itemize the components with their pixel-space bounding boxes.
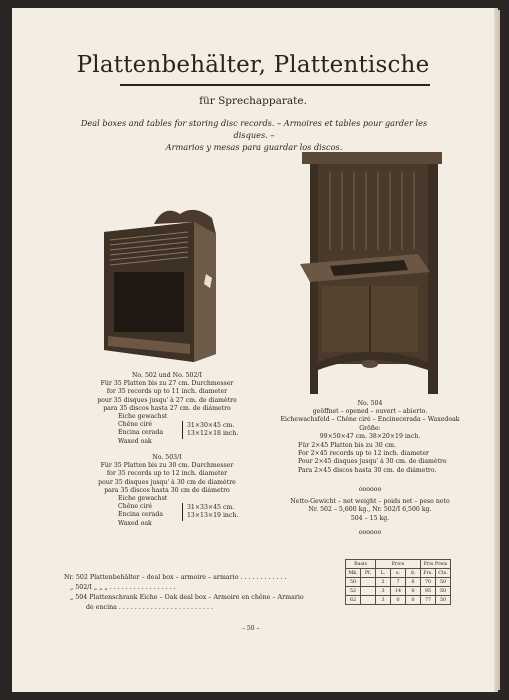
dimension-line: 31×30×45 cm.	[187, 422, 235, 429]
price-table	[345, 559, 451, 605]
description	[74, 117, 434, 153]
product-number-503: No. 503/I	[152, 454, 182, 461]
table-row	[346, 587, 451, 596]
table-header-cell: Basis	[346, 560, 376, 569]
table-cell: 3	[376, 587, 391, 596]
spec-line: for 35 records up to 12 inch. diameter	[106, 470, 228, 478]
wood-line: Waxed oak	[118, 519, 152, 527]
right-weights	[270, 486, 470, 537]
wood-line: Chêne ciré	[118, 503, 153, 511]
product-number-502: No. 502 und No. 502/I	[132, 372, 202, 379]
table-cell	[361, 596, 376, 605]
table-cell: 0	[391, 596, 406, 605]
weight-line: Netto-Gewicht – net weight – poids net – peso neto	[290, 498, 450, 506]
record-cabinet-illustration	[300, 150, 450, 400]
table-cell: 52	[346, 587, 361, 596]
left-description	[72, 372, 262, 413]
table-cell: Cts.	[436, 569, 451, 578]
dimension-line: 31×33×45 cm.	[187, 504, 235, 511]
product-number-504: No. 504	[357, 400, 383, 407]
dimension-line: 13×12×18 inch.	[187, 430, 239, 438]
weight-line: Nr. 502 – 5,600 kg., Nr. 502/I 6,500 kg.	[308, 506, 432, 514]
table-cell: 50	[436, 596, 451, 605]
table-cell: Frs.	[421, 569, 436, 578]
list-item: „ 504 Plattenschrank Eiche – Oak deal box – Armoire en chêne – Armario	[70, 594, 304, 601]
left-woods-b	[118, 495, 178, 528]
table-cell: d.	[406, 569, 421, 578]
list-item: „ 502/I „ „ „ . . . . . . . . . . . . . . . . .	[70, 584, 176, 591]
catalog-page	[12, 8, 494, 692]
wood-line: Encina cerada	[118, 429, 164, 437]
spec-line: Für 35 Platten bis zu 27 cm. Durchmesser	[100, 380, 234, 388]
description-line-1: Deal boxes and tables for storing disc records. – Armoires et tables pour garder les disques. –	[80, 118, 428, 140]
description-line-2: Armarios y mesas para guardar los discos.	[165, 142, 343, 152]
brace	[182, 503, 183, 521]
states-line: geöffnet – opened – ouvert – abierto.	[312, 408, 428, 416]
table-cell: 14	[391, 587, 406, 596]
table-cell: 3	[376, 596, 391, 605]
table-cell: 50	[346, 578, 361, 587]
divider: oooooo	[358, 528, 382, 536]
spec-line: for 35 records up to 11 inch. diameter	[106, 388, 228, 396]
left-dims-b	[187, 504, 267, 520]
divider: oooooo	[358, 486, 382, 493]
left-description-b	[72, 454, 262, 495]
table-cell: s.	[391, 569, 406, 578]
spec-line: para 35 discos hasta 30 cm de diámetro	[104, 486, 230, 494]
spec-line: para 35 discos hasta 27 cm. de diámetro	[103, 404, 231, 412]
table-cell	[361, 587, 376, 596]
table-row	[346, 578, 451, 587]
list-item: Nr. 502 Plattenbehälter – deal box – armoire – armario . . . . . . . . . . . .	[64, 574, 287, 581]
table-row	[346, 596, 451, 605]
left-dims-a	[187, 422, 267, 438]
weight-line: 504 – 15 kg.	[350, 514, 390, 522]
wood-line: Encina cerada	[118, 511, 164, 519]
wood-line: Chêne ciré	[118, 421, 153, 429]
spec-line: Für 2×45 Platten bis zu 30 cm.	[298, 442, 397, 449]
table-header-row	[346, 560, 451, 569]
size-line: 99×50×47 cm. 38×20×19 inch.	[319, 432, 421, 440]
record-box-illustration	[94, 204, 224, 364]
table-cell: 6	[406, 578, 421, 587]
wood-line: Eiche gewachst	[118, 495, 168, 502]
dimension-line: 13×13×19 inch.	[187, 512, 239, 520]
spec-line: pour 35 disques jusqu' à 27 cm. de diamètre	[97, 396, 237, 404]
table-cell: 2	[376, 578, 391, 587]
title-rule	[120, 84, 430, 86]
right-description	[270, 400, 470, 441]
page-title: Plattenbehälter, Plattentische	[76, 52, 430, 78]
spec-line: Pour 2×45 disques jusqu' à 30 cm. de diamètre	[298, 458, 447, 466]
table-cell: 50	[436, 578, 451, 587]
table-cell: L.	[376, 569, 391, 578]
table-header-cell: Price	[376, 560, 421, 569]
spec-line: pour 35 disques jusqu' à 30 cm de diamètre	[98, 478, 236, 486]
table-cell: 70	[421, 578, 436, 587]
wood-line: Waxed oak	[118, 437, 152, 445]
table-cell: 62	[346, 596, 361, 605]
wood-line: Eiche gewachst	[118, 413, 168, 420]
table-cell: 95	[421, 587, 436, 596]
table-header-cell: Pris Preis	[421, 560, 451, 569]
spec-line: For 2×45 records up to 12 inch. diameter	[298, 450, 429, 458]
spec-line: Für 35 Platten bis zu 30 cm. Durchmesser	[100, 462, 234, 470]
page-edge	[494, 10, 500, 690]
page-subtitle: für Sprechapparate.	[199, 95, 307, 107]
table-cell: 50	[436, 587, 451, 596]
table-cell	[361, 578, 376, 587]
table-cell: 0	[406, 587, 421, 596]
table-cell: 0	[406, 596, 421, 605]
table-cell: Pf.	[361, 569, 376, 578]
left-woods-a	[118, 413, 178, 446]
spec-line: Para 2×45 discos hasta 30 cm. de diámetro.	[298, 466, 437, 474]
list-item: de encina . . . . . . . . . . . . . . . . . . . . . . . .	[86, 604, 213, 611]
table-cell: 77	[421, 596, 436, 605]
right-specs	[298, 442, 478, 475]
table-subheader-row	[346, 569, 451, 578]
table-cell: 7	[391, 578, 406, 587]
woods-line: Eichewachsfeld – Chêne ciré – Encinecerada – Waxedoak	[280, 416, 460, 424]
brace	[182, 421, 183, 439]
size-label: Größe:	[359, 424, 381, 432]
page-number: – 50 –	[242, 625, 260, 632]
table-cell: Mk.	[346, 569, 361, 578]
